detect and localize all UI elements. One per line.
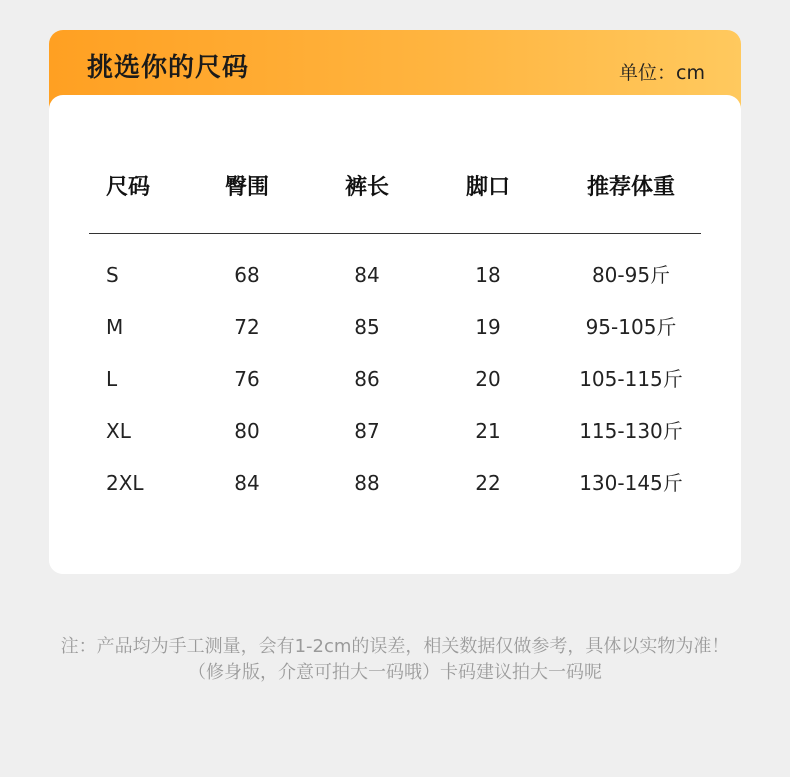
measurement-note: 注：产品均为手工测量，会有1-2cm的误差，相关数据仅做参考，具体以实物为准！ — [60, 636, 730, 657]
table-row: L 76 86 20 105-115斤 — [49, 364, 741, 394]
size-cell: S — [106, 263, 119, 287]
unit-label: 单位：cm — [619, 62, 705, 84]
card-title: 挑选你的尺码 — [87, 53, 250, 83]
table-row: S 68 84 18 80-95斤 — [49, 260, 741, 290]
size-table — [49, 95, 741, 574]
table-row: M 72 85 19 95-105斤 — [49, 312, 741, 342]
size-cell: 2XL — [106, 471, 144, 495]
table-row: 2XL 84 88 22 130-145斤 — [49, 468, 741, 498]
fit-note: （修身版，介意可拍大一码哦）卡码建议拍大一码呢 — [188, 662, 602, 683]
header-divider — [89, 233, 701, 234]
table-row: XL 80 87 21 115-130斤 — [49, 416, 741, 446]
size-chart-card — [49, 30, 741, 574]
table-header-row: 尺码 臀围 裤长 脚口 推荐体重 — [49, 173, 741, 203]
size-cell: M — [106, 315, 124, 339]
header-size: 尺码 — [106, 175, 151, 200]
size-cell: L — [106, 367, 118, 391]
size-cell: XL — [106, 419, 131, 443]
